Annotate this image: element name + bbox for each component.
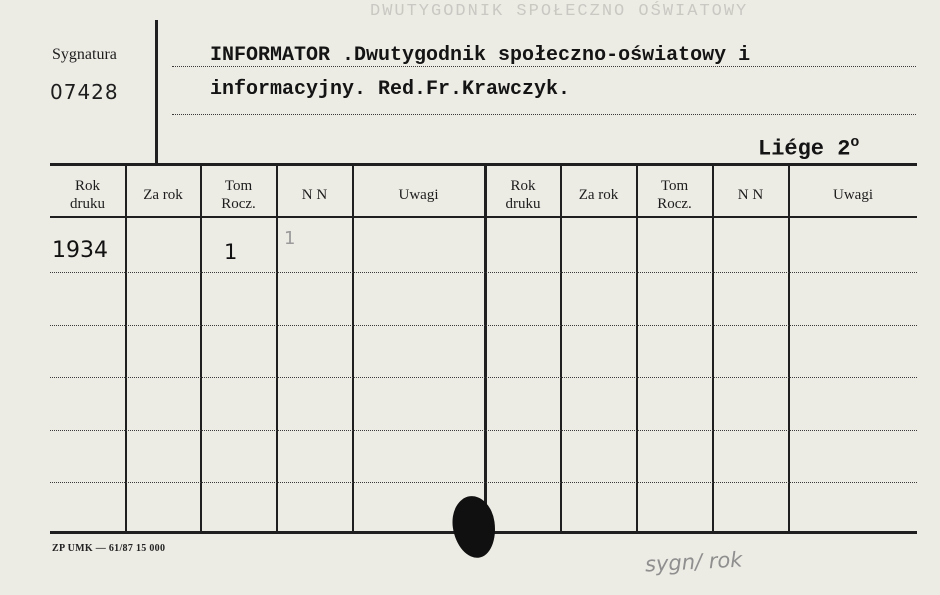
column-line (712, 166, 714, 532)
title-line-2: informacyjny. Red.Fr.Krawczyk. (210, 78, 571, 101)
header-rok-druku: Rok druku (70, 178, 105, 212)
column-line-center (484, 166, 487, 532)
column-line (200, 166, 202, 532)
header-tom-rocz-2: Tom Rocz. (657, 178, 692, 212)
column-line (352, 166, 354, 532)
header-za-rok: Za rok (143, 187, 183, 203)
title-dotted-line-2 (172, 114, 916, 115)
footer-print-code: ZP UMK — 61/87 15 000 (52, 543, 166, 554)
header-tom-rocz: Tom Rocz. (221, 178, 256, 212)
cell-nn-pencil: 1 (284, 228, 296, 249)
column-line (125, 166, 127, 532)
header-nn: N N (301, 187, 328, 203)
sygnatura-label: Sygnatura (52, 46, 117, 63)
title-dotted-line-1 (172, 66, 916, 67)
row-dotted-line (50, 482, 917, 483)
column-line (560, 166, 562, 532)
format-label (758, 134, 859, 161)
cell-tom-rocz: 1 (224, 240, 238, 264)
sygnatura-value: 07428 (50, 80, 119, 104)
handwritten-note: sygn/ rok (644, 547, 743, 577)
header-rok-druku-2: Rok druku (505, 178, 541, 212)
format-superscript: o (850, 134, 860, 151)
row-dotted-line (50, 377, 917, 378)
row-dotted-line (50, 325, 917, 326)
format-text: Liége 2 (758, 136, 851, 162)
column-line (276, 166, 278, 532)
sygnatura-divider (155, 20, 158, 166)
header-uwagi-2: Uwagi (833, 187, 873, 203)
row-dotted-line (50, 430, 917, 431)
column-line (636, 166, 638, 532)
header-nn-2: N N (737, 187, 764, 203)
title-line-1: INFORMATOR .Dwutygodnik społeczno-oświatowy i (210, 44, 751, 67)
cell-rok-druku: 1934 (52, 238, 108, 263)
faded-stamp-text: DWUTYGODNIK SPOŁECZNO OŚWIATOWY (370, 2, 749, 21)
header-uwagi: Uwagi (398, 187, 439, 203)
header-za-rok-2: Za rok (578, 187, 619, 203)
punch-hole (449, 493, 499, 560)
row-dotted-line (50, 272, 917, 273)
column-line (788, 166, 790, 532)
